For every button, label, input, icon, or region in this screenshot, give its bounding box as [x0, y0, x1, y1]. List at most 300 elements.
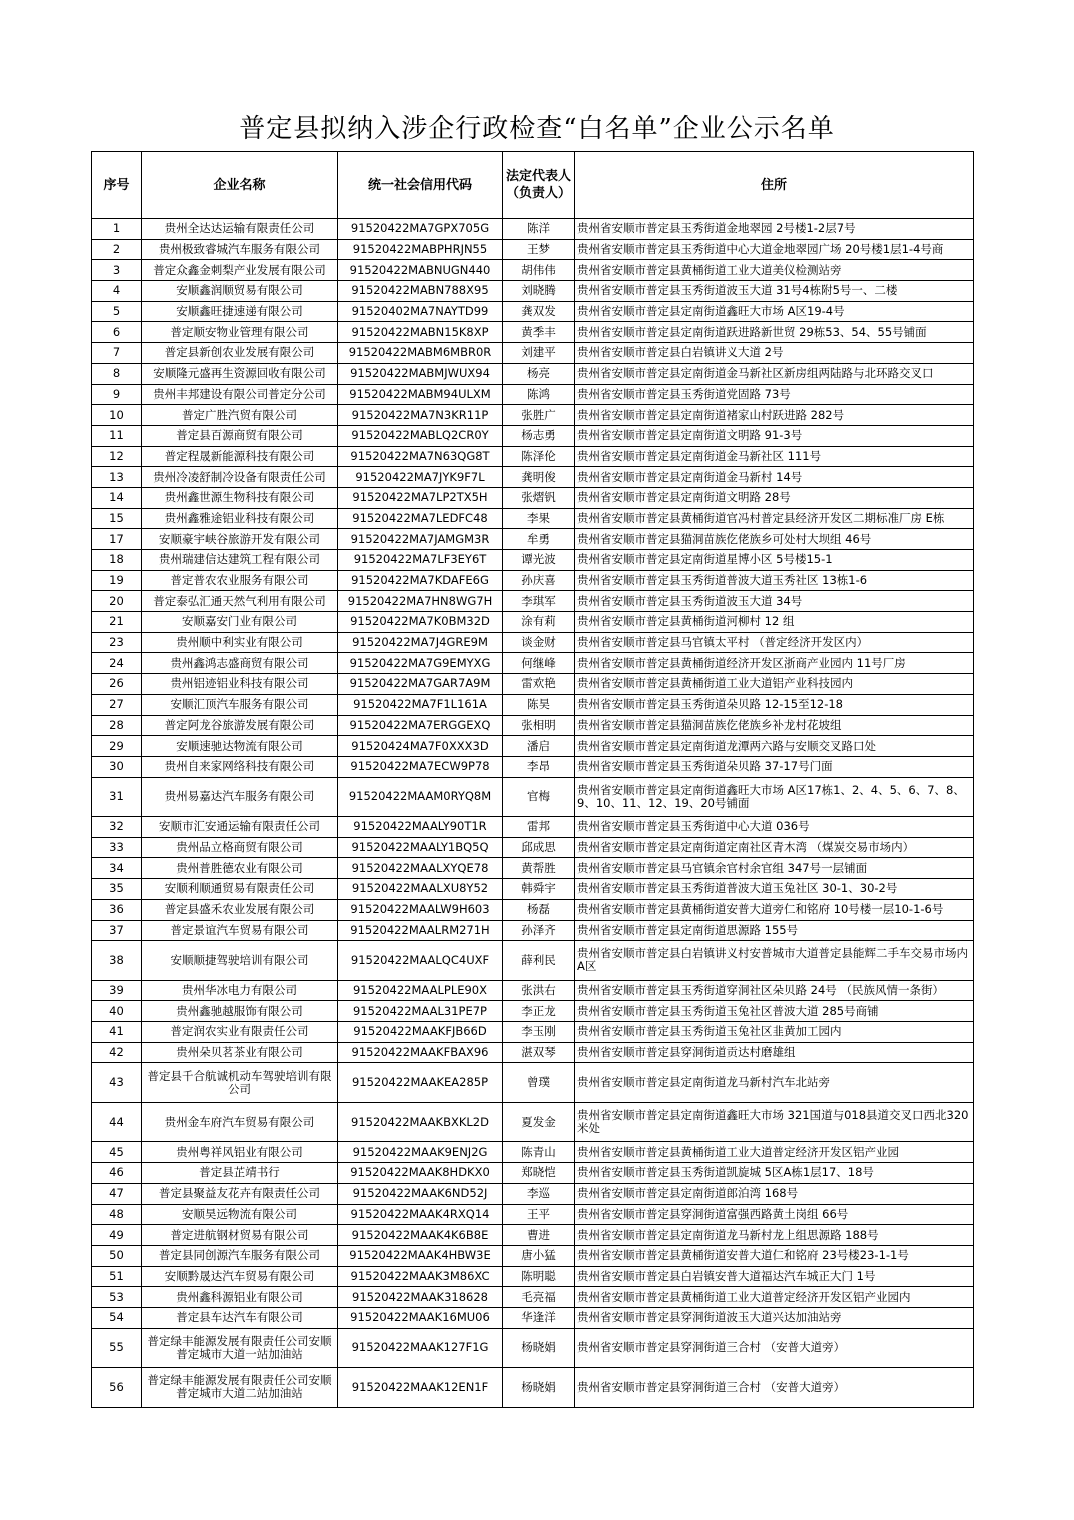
cell-company-name: 普定县百源商贸有限公司 [142, 425, 338, 446]
cell-legal-rep: 张相明 [503, 715, 575, 736]
table-row [92, 632, 974, 653]
cell-seq: 5 [92, 301, 142, 322]
table-row [92, 674, 974, 695]
header-credit-code: 统一社会信用代码 [338, 152, 503, 219]
cell-address: 贵州省安顺市普定县定南街道金马新社区 111号 [575, 446, 974, 467]
cell-company-name: 普定县聚益友花卉有限责任公司 [142, 1183, 338, 1204]
cell-credit-code: 91520422MABMJWUX94 [338, 363, 503, 384]
table-row [92, 1102, 974, 1142]
cell-company-name: 贵州金车府汽车贸易有限公司 [142, 1102, 338, 1142]
table-row [92, 1204, 974, 1225]
cell-legal-rep: 刘建平 [503, 343, 575, 364]
cell-credit-code: 91520422MAAK12EN1F [338, 1368, 503, 1408]
cell-legal-rep: 杨磊 [503, 899, 575, 920]
page-title: 普定县拟纳入涉企行政检查“白名单”企业公示名单 [239, 114, 835, 144]
cell-legal-rep: 杨亮 [503, 363, 575, 384]
cell-seq: 34 [92, 858, 142, 879]
cell-company-name: 安顺利顺通贸易有限责任公司 [142, 879, 338, 900]
cell-address: 贵州省安顺市普定县玉秀街道普波大道玉兔社区 30-1、30-2号 [575, 879, 974, 900]
cell-address: 贵州省安顺市普定县玉秀街道玉兔社区普波大道 285号商铺 [575, 1001, 974, 1022]
cell-legal-rep: 毛亮福 [503, 1287, 575, 1308]
table-row [92, 920, 974, 941]
table-row [92, 384, 974, 405]
table-row [92, 343, 974, 364]
cell-company-name: 安顺速驰达物流有限公司 [142, 736, 338, 757]
cell-seq: 20 [92, 591, 142, 612]
cell-credit-code: 91520422MAAK9ENJ2G [338, 1142, 503, 1163]
cell-seq: 4 [92, 281, 142, 302]
cell-credit-code: 91520422MA7LEDFC48 [338, 508, 503, 529]
table-row [92, 487, 974, 508]
table-row [92, 425, 974, 446]
cell-company-name: 贵州粤祥风铝业有限公司 [142, 1142, 338, 1163]
cell-credit-code: 91520422MABN15K8XP [338, 322, 503, 343]
cell-company-name: 贵州易嘉达汽车服务有限公司 [142, 777, 338, 817]
cell-address: 贵州省安顺市普定县马官镇余官村余官组 347号一层铺面 [575, 858, 974, 879]
table-row [92, 1245, 974, 1266]
cell-seq: 9 [92, 384, 142, 405]
cell-legal-rep: 杨志勇 [503, 425, 575, 446]
cell-legal-rep: 雷邦 [503, 817, 575, 838]
table-row [92, 858, 974, 879]
cell-seq: 10 [92, 405, 142, 426]
cell-credit-code: 91520422MAAKBXKL2D [338, 1102, 503, 1142]
cell-credit-code: 91520422MA7F1L161A [338, 694, 503, 715]
table-row [92, 550, 974, 571]
table-row [92, 899, 974, 920]
cell-seq: 26 [92, 674, 142, 695]
cell-address: 贵州省安顺市普定县定南街道龙潭两六路与安顺交叉路口处 [575, 736, 974, 757]
cell-address: 贵州省安顺市普定县定南街道金马新社区新房组两陆路与北环路交叉口 [575, 363, 974, 384]
cell-seq: 32 [92, 817, 142, 838]
cell-company-name: 安顺豪宇峡谷旅游开发有限公司 [142, 529, 338, 550]
cell-address: 贵州省安顺市普定县玉秀街道波玉大道 34号 [575, 591, 974, 612]
table-row [92, 612, 974, 633]
cell-credit-code: 91520422MABNUGN440 [338, 260, 503, 281]
cell-address: 贵州省安顺市普定县穿洞街道三合村 （安普大道旁） [575, 1368, 974, 1408]
cell-company-name: 普定泰弘汇通天然气利用有限公司 [142, 591, 338, 612]
cell-seq: 2 [92, 239, 142, 260]
cell-company-name: 普定县盛禾农业发展有限公司 [142, 899, 338, 920]
cell-address: 贵州省安顺市普定县定南街道跃进路新世贸 29栋53、54、55号铺面 [575, 322, 974, 343]
cell-address: 贵州省安顺市普定县穿洞街道贡达村磨雄组 [575, 1042, 974, 1063]
cell-seq: 39 [92, 980, 142, 1001]
cell-company-name: 安顺昊远物流有限公司 [142, 1204, 338, 1225]
table-row [92, 715, 974, 736]
cell-address: 贵州省安顺市普定县黄桶街道安普大道旁仁和铭府 10号楼一层10-1-6号 [575, 899, 974, 920]
cell-legal-rep: 李果 [503, 508, 575, 529]
cell-legal-rep: 陈鸿 [503, 384, 575, 405]
cell-company-name: 普定程晟新能源科技有限公司 [142, 446, 338, 467]
cell-seq: 41 [92, 1022, 142, 1043]
cell-legal-rep: 李玉刚 [503, 1022, 575, 1043]
cell-company-name: 普定绿丰能源发展有限责任公司安顺普定城市大道一站加油站 [142, 1328, 338, 1368]
cell-company-name: 普定县新创农业发展有限公司 [142, 343, 338, 364]
cell-legal-rep: 陈泽伦 [503, 446, 575, 467]
cell-seq: 47 [92, 1183, 142, 1204]
cell-address: 贵州省安顺市普定县定南街道思源路 155号 [575, 920, 974, 941]
cell-address: 贵州省安顺市普定县玉秀街道普波大道玉秀社区 13栋1-6 [575, 570, 974, 591]
cell-company-name: 安顺汇顶汽车服务有限公司 [142, 694, 338, 715]
table-body [92, 219, 974, 1408]
table-row [92, 529, 974, 550]
table-row [92, 736, 974, 757]
table-row [92, 281, 974, 302]
cell-legal-rep: 潘启 [503, 736, 575, 757]
cell-address: 贵州省安顺市普定县猫洞苗族仡佬族乡可处村大坝组 46号 [575, 529, 974, 550]
cell-credit-code: 91520422MAALW9H603 [338, 899, 503, 920]
cell-seq: 49 [92, 1225, 142, 1246]
cell-credit-code: 91520422MABN788X95 [338, 281, 503, 302]
cell-legal-rep: 杨晓娟 [503, 1328, 575, 1368]
cell-seq: 29 [92, 736, 142, 757]
cell-credit-code: 91520422MAAM0RYQ8M [338, 777, 503, 817]
cell-company-name: 贵州自来家网络科技有限公司 [142, 756, 338, 777]
cell-credit-code: 91520422MAAKFJB66D [338, 1022, 503, 1043]
cell-seq: 55 [92, 1328, 142, 1368]
table-row [92, 1042, 974, 1063]
table-row [92, 508, 974, 529]
cell-credit-code: 91520422MA7J4GRE9M [338, 632, 503, 653]
cell-legal-rep: 曾璞 [503, 1063, 575, 1103]
cell-credit-code: 91520422MAALQC4UXF [338, 941, 503, 981]
cell-legal-rep: 谭光波 [503, 550, 575, 571]
cell-credit-code: 91520422MA7KDAFE6G [338, 570, 503, 591]
cell-credit-code: 91520422MAAK127F1G [338, 1328, 503, 1368]
cell-legal-rep: 夏发金 [503, 1102, 575, 1142]
cell-address: 贵州省安顺市普定县玉秀街道凯旋城 5区A栋1层17、18号 [575, 1163, 974, 1184]
table-row [92, 301, 974, 322]
cell-address: 贵州省安顺市普定县定南街道金马新村 14号 [575, 467, 974, 488]
cell-company-name: 普定县同创源汽车服务有限公司 [142, 1245, 338, 1266]
cell-legal-rep: 刘晓腾 [503, 281, 575, 302]
table-row [92, 570, 974, 591]
cell-seq: 40 [92, 1001, 142, 1022]
cell-address: 贵州省安顺市普定县定南街道鑫旺大市场 A区17栋1、2、4、5、6、7、8、9、10、11、12、19、20号铺面 [575, 777, 974, 817]
table-row [92, 219, 974, 240]
cell-seq: 24 [92, 653, 142, 674]
cell-company-name: 贵州顺中利实业有限公司 [142, 632, 338, 653]
cell-legal-rep: 黄季丰 [503, 322, 575, 343]
table-row [92, 239, 974, 260]
cell-address: 贵州省安顺市普定县定南街道文明路 91-3号 [575, 425, 974, 446]
cell-legal-rep: 郑晓恺 [503, 1163, 575, 1184]
cell-credit-code: 91520422MA7K0BM32D [338, 612, 503, 633]
table-row [92, 1142, 974, 1163]
cell-legal-rep: 黄帮胜 [503, 858, 575, 879]
cell-company-name: 安顺顺捷驾驶培训有限公司 [142, 941, 338, 981]
cell-address: 贵州省安顺市普定县定南街道星博小区 5号楼15-1 [575, 550, 974, 571]
table-row [92, 446, 974, 467]
table-row [92, 591, 974, 612]
cell-seq: 33 [92, 837, 142, 858]
cell-credit-code: 91520422MAALXU8Y52 [338, 879, 503, 900]
cell-seq: 21 [92, 612, 142, 633]
cell-company-name: 贵州朵贝茗茶业有限公司 [142, 1042, 338, 1063]
cell-company-name: 贵州铝迹铝业科技有限公司 [142, 674, 338, 695]
cell-legal-rep: 胡伟伟 [503, 260, 575, 281]
cell-seq: 28 [92, 715, 142, 736]
table-row [92, 694, 974, 715]
cell-address: 贵州省安顺市普定县黄桶街道工业大道美仪检测站旁 [575, 260, 974, 281]
cell-legal-rep: 李琪军 [503, 591, 575, 612]
cell-company-name: 普定县芷靖书行 [142, 1163, 338, 1184]
cell-address: 贵州省安顺市普定县玉秀街道波玉大道 31号4栋附5号一、二楼 [575, 281, 974, 302]
table-row [92, 756, 974, 777]
cell-legal-rep: 曹进 [503, 1225, 575, 1246]
table-row [92, 1183, 974, 1204]
cell-company-name: 贵州瑞建信达建筑工程有限公司 [142, 550, 338, 571]
cell-address: 贵州省安顺市普定县黄桶街道工业大道普定经济开发区铝产业园 [575, 1142, 974, 1163]
cell-credit-code: 91520422MA7ECW9P78 [338, 756, 503, 777]
cell-credit-code: 91520422MA7JAMGM3R [338, 529, 503, 550]
cell-credit-code: 91520422MAALY1BQ5Q [338, 837, 503, 858]
cell-legal-rep: 孙庆喜 [503, 570, 575, 591]
cell-legal-rep: 陈明聪 [503, 1266, 575, 1287]
cell-legal-rep: 李巡 [503, 1183, 575, 1204]
cell-legal-rep: 张熠钒 [503, 487, 575, 508]
cell-credit-code: 91520422MAAK318628 [338, 1287, 503, 1308]
cell-seq: 44 [92, 1102, 142, 1142]
cell-seq: 1 [92, 219, 142, 240]
cell-credit-code: 91520424MA7F0XXX3D [338, 736, 503, 757]
table-row [92, 1287, 974, 1308]
cell-legal-rep: 龚明俊 [503, 467, 575, 488]
cell-address: 贵州省安顺市普定县玉秀街道朵贝路 12-15至12-18 [575, 694, 974, 715]
cell-address: 贵州省安顺市普定县白岩镇安普大道福达汽车城正大门 1号 [575, 1266, 974, 1287]
table-row [92, 405, 974, 426]
table-row [92, 467, 974, 488]
cell-legal-rep: 张胜广 [503, 405, 575, 426]
cell-seq: 17 [92, 529, 142, 550]
cell-company-name: 贵州丰邦建设有限公司普定分公司 [142, 384, 338, 405]
cell-company-name: 安顺黔晟达汽车贸易有限公司 [142, 1266, 338, 1287]
table-row [92, 1163, 974, 1184]
cell-seq: 46 [92, 1163, 142, 1184]
cell-address: 贵州省安顺市普定县穿洞街道富强西路黄土岗组 66号 [575, 1204, 974, 1225]
cell-credit-code: 91520422MABLQ2CR0Y [338, 425, 503, 446]
cell-credit-code: 91520422MAAK6ND52J [338, 1183, 503, 1204]
cell-address: 贵州省安顺市普定县定南街道定南社区青木湾 （煤炭交易市场内） [575, 837, 974, 858]
header-company-name: 企业名称 [142, 152, 338, 219]
cell-seq: 18 [92, 550, 142, 571]
header-legal-rep: 法定代表人（负责人） [503, 152, 575, 219]
cell-credit-code: 91520422MAALPLE90X [338, 980, 503, 1001]
cell-address: 贵州省安顺市普定县玉秀街道中心大道金地翠园广场 20号楼1层1-4号商 [575, 239, 974, 260]
cell-address: 贵州省安顺市普定县马官镇太平村 （普定经济开发区内） [575, 632, 974, 653]
cell-address: 贵州省安顺市普定县定南街道鑫旺大市场 A区19-4号 [575, 301, 974, 322]
cell-credit-code: 91520422MA7JYK9F7L [338, 467, 503, 488]
cell-company-name: 贵州鑫鸿志盛商贸有限公司 [142, 653, 338, 674]
cell-credit-code: 91520422MA7ERGGEXQ [338, 715, 503, 736]
cell-address: 贵州省安顺市普定县白岩镇讲义村安普城市大道普定县能辉二手车交易市场内A区 [575, 941, 974, 981]
cell-address: 贵州省安顺市普定县穿洞街道波玉大道兴达加油站旁 [575, 1307, 974, 1328]
cell-credit-code: 91520422MA7LP2TX5H [338, 487, 503, 508]
cell-legal-rep: 何继峰 [503, 653, 575, 674]
cell-legal-rep: 邱成思 [503, 837, 575, 858]
cell-credit-code: 91520422MAAL31PE7P [338, 1001, 503, 1022]
cell-address: 贵州省安顺市普定县黄桶街道安普大道仁和铭府 23号楼23-1-1号 [575, 1245, 974, 1266]
cell-credit-code: 91520422MA7G9EMYXG [338, 653, 503, 674]
cell-address: 贵州省安顺市普定县黄桶街道官冯村普定县经济开发区二期标准厂房 E栋 [575, 508, 974, 529]
cell-seq: 11 [92, 425, 142, 446]
cell-credit-code: 91520422MAAK4RXQ14 [338, 1204, 503, 1225]
table-row [92, 1266, 974, 1287]
cell-credit-code: 91520422MA7HN8WG7H [338, 591, 503, 612]
cell-legal-rep: 张洪右 [503, 980, 575, 1001]
cell-legal-rep: 雷欢艳 [503, 674, 575, 695]
table-row [92, 941, 974, 981]
table-row [92, 1328, 974, 1368]
cell-legal-rep: 牟勇 [503, 529, 575, 550]
cell-seq: 3 [92, 260, 142, 281]
cell-credit-code: 91520422MA7GPX705G [338, 219, 503, 240]
cell-seq: 45 [92, 1142, 142, 1163]
cell-seq: 12 [92, 446, 142, 467]
cell-credit-code: 91520422MAAK8HDKX0 [338, 1163, 503, 1184]
cell-company-name: 安顺市汇安通运输有限责任公司 [142, 817, 338, 838]
cell-company-name: 普定绿丰能源发展有限责任公司安顺普定城市大道二站加油站 [142, 1368, 338, 1408]
cell-credit-code: 91520422MAALXYQE78 [338, 858, 503, 879]
cell-seq: 50 [92, 1245, 142, 1266]
cell-credit-code: 91520402MA7NAYTD99 [338, 301, 503, 322]
cell-company-name: 普定进航钢材贸易有限公司 [142, 1225, 338, 1246]
cell-company-name: 普定众鑫金刺梨产业发展有限公司 [142, 260, 338, 281]
cell-company-name: 安顺隆元盛再生资源回收有限公司 [142, 363, 338, 384]
cell-address: 贵州省安顺市普定县玉秀街道中心大道 036号 [575, 817, 974, 838]
cell-credit-code: 91520422MAAK3M86XC [338, 1266, 503, 1287]
cell-seq: 37 [92, 920, 142, 941]
header-address: 住所 [575, 152, 974, 219]
cell-seq: 14 [92, 487, 142, 508]
cell-legal-rep: 陈青山 [503, 1142, 575, 1163]
cell-address: 贵州省安顺市普定县猫洞苗族仡佬族乡补龙村花坡组 [575, 715, 974, 736]
header-seq: 序号 [92, 152, 142, 219]
cell-legal-rep: 王梦 [503, 239, 575, 260]
cell-seq: 56 [92, 1368, 142, 1408]
cell-seq: 30 [92, 756, 142, 777]
table-row [92, 653, 974, 674]
cell-company-name: 普定县千合航诚机动车驾驶培训有限公司 [142, 1063, 338, 1103]
cell-legal-rep: 孙泽齐 [503, 920, 575, 941]
cell-seq: 48 [92, 1204, 142, 1225]
cell-legal-rep: 官梅 [503, 777, 575, 817]
cell-address: 贵州省安顺市普定县定南街道龙马新村汽车北站旁 [575, 1063, 974, 1103]
cell-seq: 53 [92, 1287, 142, 1308]
cell-address: 贵州省安顺市普定县穿洞街道三合村 （安普大道旁） [575, 1328, 974, 1368]
cell-seq: 19 [92, 570, 142, 591]
cell-company-name: 普定普农农业服务有限公司 [142, 570, 338, 591]
cell-seq: 27 [92, 694, 142, 715]
cell-address: 贵州省安顺市普定县黄桶街道工业大道普定经济开发区铝产业园内 [575, 1287, 974, 1308]
cell-seq: 51 [92, 1266, 142, 1287]
cell-seq: 43 [92, 1063, 142, 1103]
cell-company-name: 普定阿龙谷旅游发展有限公司 [142, 715, 338, 736]
cell-legal-rep: 华逢洋 [503, 1307, 575, 1328]
cell-legal-rep: 涂有莉 [503, 612, 575, 633]
cell-legal-rep: 陈昊 [503, 694, 575, 715]
cell-credit-code: 91520422MAALRM271H [338, 920, 503, 941]
cell-seq: 42 [92, 1042, 142, 1063]
cell-company-name: 普定顺安物业管理有限公司 [142, 322, 338, 343]
cell-legal-rep: 陈洋 [503, 219, 575, 240]
cell-seq: 23 [92, 632, 142, 653]
table-row [92, 1307, 974, 1328]
cell-seq: 54 [92, 1307, 142, 1328]
cell-seq: 38 [92, 941, 142, 981]
cell-address: 贵州省安顺市普定县定南街道龙马新村龙上组思源路 188号 [575, 1225, 974, 1246]
cell-legal-rep: 薛利民 [503, 941, 575, 981]
table-row [92, 1368, 974, 1408]
cell-address: 贵州省安顺市普定县定南街道褚家山村跃进路 282号 [575, 405, 974, 426]
cell-address: 贵州省安顺市普定县玉秀街道玉兔社区韭黄加工园内 [575, 1022, 974, 1043]
cell-address: 贵州省安顺市普定县玉秀街道金地翠园 2号楼1-2层7号 [575, 219, 974, 240]
cell-seq: 35 [92, 879, 142, 900]
cell-credit-code: 91520422MABM6MBR0R [338, 343, 503, 364]
cell-legal-rep: 湛双琴 [503, 1042, 575, 1063]
table-header-row [92, 152, 974, 219]
cell-address: 贵州省安顺市普定县黄桶街道经济开发区浙商产业园内 11号厂房 [575, 653, 974, 674]
cell-company-name: 贵州鑫雅途铝业科技有限公司 [142, 508, 338, 529]
cell-company-name: 普定景谊汽车贸易有限公司 [142, 920, 338, 941]
cell-credit-code: 91520422MABM94ULXM [338, 384, 503, 405]
cell-address: 贵州省安顺市普定县定南街道郎泊湾 168号 [575, 1183, 974, 1204]
cell-credit-code: 91520422MAAK4HBW3E [338, 1245, 503, 1266]
table-row [92, 837, 974, 858]
table-row [92, 879, 974, 900]
table-row [92, 1063, 974, 1103]
cell-credit-code: 91520422MAAK4K6B8E [338, 1225, 503, 1246]
cell-address: 贵州省安顺市普定县白岩镇讲义大道 2号 [575, 343, 974, 364]
cell-company-name: 贵州品立格商贸有限公司 [142, 837, 338, 858]
cell-legal-rep: 韩舜宇 [503, 879, 575, 900]
cell-company-name: 安顺鑫润顺贸易有限公司 [142, 281, 338, 302]
cell-address: 贵州省安顺市普定县玉秀街道党固路 73号 [575, 384, 974, 405]
cell-legal-rep: 谈金财 [503, 632, 575, 653]
cell-company-name: 贵州极致睿城汽车服务有限公司 [142, 239, 338, 260]
cell-seq: 8 [92, 363, 142, 384]
cell-address: 贵州省安顺市普定县定南街道文明路 28号 [575, 487, 974, 508]
cell-address: 贵州省安顺市普定县黄桶街道河柳村 12 组 [575, 612, 974, 633]
cell-company-name: 贵州普胜德农业有限公司 [142, 858, 338, 879]
cell-legal-rep: 李正龙 [503, 1001, 575, 1022]
cell-credit-code: 91520422MA7N63QG8T [338, 446, 503, 467]
cell-credit-code: 91520422MA7GAR7A9M [338, 674, 503, 695]
cell-credit-code: 91520422MAALY90T1R [338, 817, 503, 838]
cell-company-name: 贵州华冰电力有限公司 [142, 980, 338, 1001]
cell-legal-rep: 李昂 [503, 756, 575, 777]
table-row [92, 363, 974, 384]
cell-credit-code: 91520422MABPHRJN55 [338, 239, 503, 260]
cell-company-name: 贵州鑫科源铝业有限公司 [142, 1287, 338, 1308]
cell-credit-code: 91520422MAAKEA285P [338, 1063, 503, 1103]
cell-legal-rep: 杨晓娟 [503, 1368, 575, 1408]
cell-company-name: 安顺嘉安门业有限公司 [142, 612, 338, 633]
cell-seq: 7 [92, 343, 142, 364]
cell-company-name: 贵州冷凌舒制冷设备有限责任公司 [142, 467, 338, 488]
table-row [92, 260, 974, 281]
cell-address: 贵州省安顺市普定县黄桶街道工业大道铝产业科技园内 [575, 674, 974, 695]
cell-company-name: 贵州全达达运输有限责任公司 [142, 219, 338, 240]
table-row [92, 1001, 974, 1022]
cell-address: 贵州省安顺市普定县玉秀街道朵贝路 37-17号门面 [575, 756, 974, 777]
cell-credit-code: 91520422MA7N3KR11P [338, 405, 503, 426]
cell-legal-rep: 唐小猛 [503, 1245, 575, 1266]
table-row [92, 817, 974, 838]
cell-credit-code: 91520422MAAK16MU06 [338, 1307, 503, 1328]
cell-company-name: 普定县车达汽车有限公司 [142, 1307, 338, 1328]
cell-legal-rep: 王平 [503, 1204, 575, 1225]
